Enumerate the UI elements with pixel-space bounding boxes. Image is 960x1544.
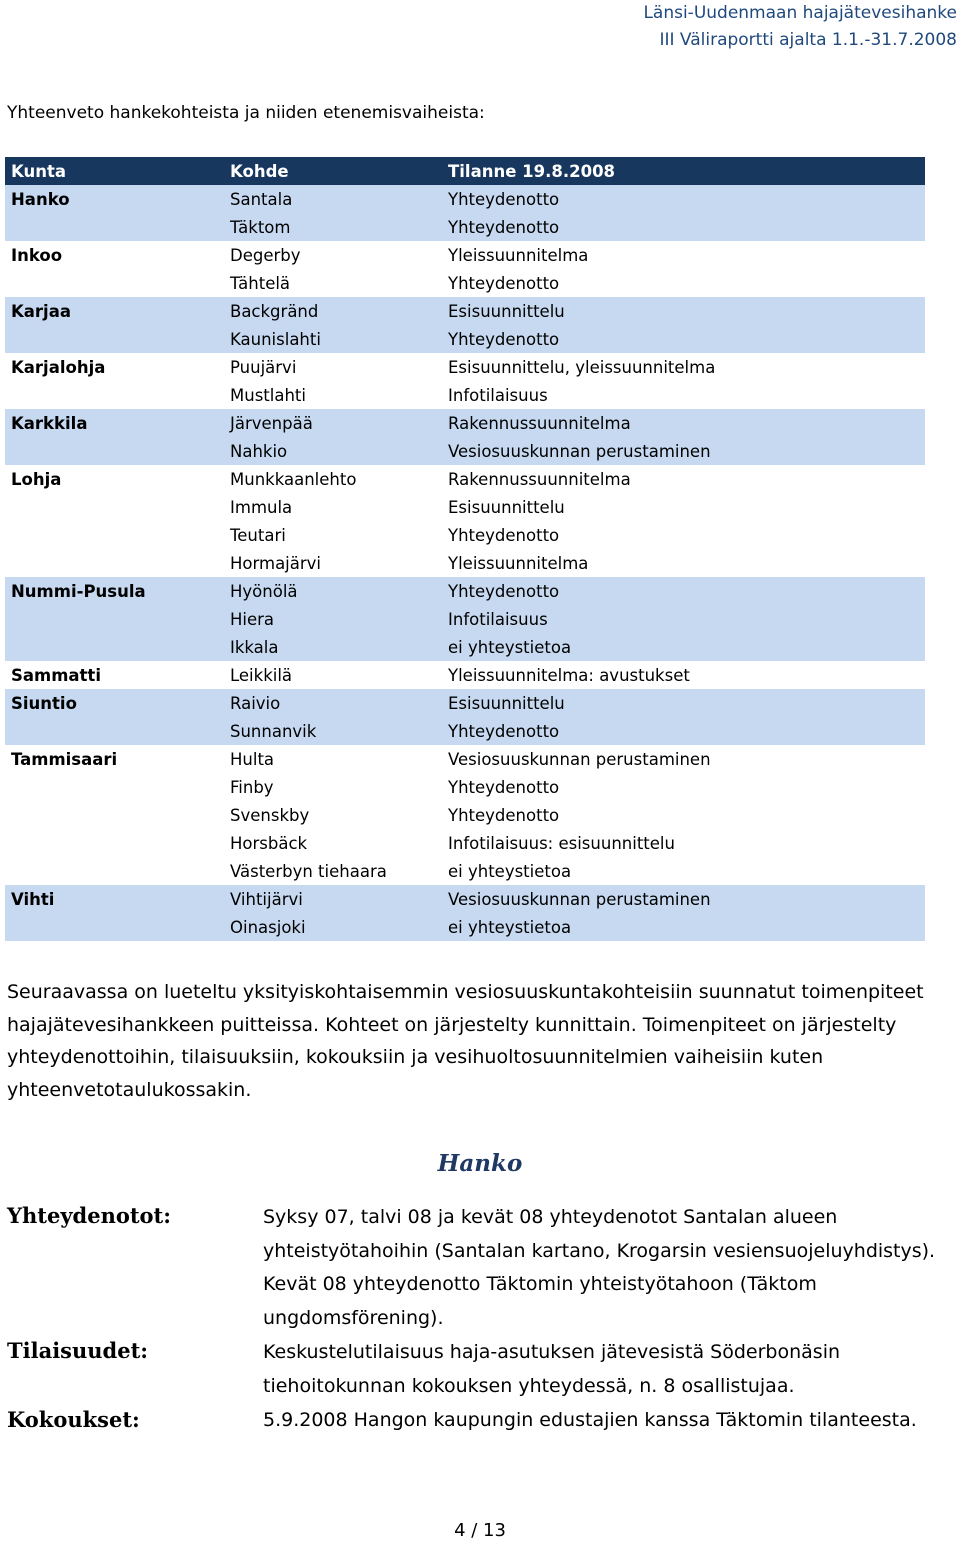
tilanne-cell: Vesiosuuskunnan perustaminen (448, 889, 711, 909)
kunta-cell (5, 605, 224, 633)
table-row (5, 549, 925, 577)
kunta-cell (5, 325, 224, 353)
kokoukset-label: Kokoukset: (7, 1407, 140, 1432)
kohde-cell: Svenskby (230, 805, 310, 825)
kohde-cell: Vihtijärvi (230, 889, 303, 909)
kohde-cell: Västerbyn tiehaara (230, 861, 387, 881)
tilanne-cell: Yhteydenotto (448, 581, 560, 601)
kunta-cell (5, 717, 224, 745)
tilanne-cell: Yhteydenotto (448, 777, 560, 797)
table-row (5, 773, 925, 801)
table-row (5, 185, 925, 213)
table-row (5, 913, 925, 941)
kohde-cell: Täktom (230, 217, 291, 237)
table-row (5, 213, 925, 241)
table-row (5, 633, 925, 661)
tilanne-cell: Yhteydenotto (448, 217, 560, 237)
tilanne-cell: Yleissuunnitelma (448, 245, 589, 265)
kunta-cell: Karjalohja (11, 357, 106, 377)
kunta-cell (5, 213, 224, 241)
kunta-cell (5, 801, 224, 829)
table-row (5, 297, 925, 325)
page-header (643, 0, 957, 54)
table-row (5, 353, 925, 381)
kohde-cell: Immula (230, 497, 293, 517)
kunta-cell: Vihti (11, 889, 55, 909)
table-row (5, 493, 925, 521)
kunta-cell: Tammisaari (11, 749, 118, 769)
kunta-cell (5, 829, 224, 857)
tilanne-cell: Infotilaisuus (448, 385, 548, 405)
tilanne-cell: Infotilaisuus: esisuunnittelu (448, 833, 675, 853)
kohde-cell: Raivio (230, 693, 281, 713)
kohde-cell: Horsbäck (230, 833, 308, 853)
tilanne-cell: ei yhteystietoa (448, 861, 572, 881)
kunta-cell (5, 857, 224, 885)
tilanne-cell: Esisuunnittelu (448, 693, 565, 713)
kohde-cell: Hyönölä (230, 581, 298, 601)
header-title: Länsi-Uudenmaan hajajätevesihanke (643, 3, 957, 23)
tilaisuudet-text: Keskustelutilaisuus haja-asutuksen jätevesistä Söderbonäsin tiehoitokunnan kokouksen yhteydessä, n. 8 osallistujaa. (263, 1341, 841, 1397)
tilanne-cell: Yleissuunnitelma (448, 553, 589, 573)
tilanne-cell: Yhteydenotto (448, 805, 560, 825)
tilanne-cell: Rakennussuunnitelma (448, 413, 631, 433)
kohde-cell: Santala (230, 189, 293, 209)
table-row (5, 269, 925, 297)
table-row (5, 829, 925, 857)
kohde-cell: Hormajärvi (230, 553, 322, 573)
yhteydenotot-text: Syksy 07, talvi 08 ja kevät 08 yhteydenotot Santalan alueen yhteistyötahoihin (Santalan kartano, Krogarsin vesiensuojeluyhdistys). Kevät 08 yhteydenotto Täktomin yhteistyötahoon (Täktom ungdomsförening). (263, 1206, 936, 1329)
tilanne-cell: ei yhteystietoa (448, 637, 572, 657)
tilanne-cell: Yhteydenotto (448, 189, 560, 209)
table-row (5, 857, 925, 885)
kokoukset-text: 5.9.2008 Hangon kaupungin edustajien kanssa Täktomin tilanteesta. (263, 1409, 917, 1431)
kohde-cell: Mustlahti (230, 385, 306, 405)
section-title: Hanko (437, 1150, 523, 1177)
table-row (5, 577, 925, 605)
table-row (5, 745, 925, 773)
column-header-kohde: Kohde (224, 157, 442, 185)
tilanne-cell: Yhteydenotto (448, 721, 560, 741)
intro-text: Yhteenveto hankekohteista ja niiden etenemisvaiheista: (7, 103, 485, 123)
kunta-cell (5, 521, 224, 549)
table-row (5, 325, 925, 353)
kohde-cell: Backgränd (230, 301, 319, 321)
header-subtitle: III Väliraportti ajalta 1.1.-31.7.2008 (659, 30, 957, 50)
kohde-cell: Hiera (230, 609, 275, 629)
kunta-cell (5, 549, 224, 577)
tilaisuudet-label: Tilaisuudet: (7, 1338, 149, 1363)
kohde-cell: Järvenpää (230, 413, 313, 433)
kohde-cell: Degerby (230, 245, 301, 265)
summary-paragraph: Seuraavassa on lueteltu yksityiskohtaisemmin vesiosuuskuntakohteisiin suunnatut toimenpiteet hajajätevesihankkeen puitteissa. Kohteet on järjestelty kunnittain. Toimenpiteet on järjestelty yhteydenottoihin, tilaisuuksiin, kokouksiin ja vesihuoltosuunnitelmien vaiheisiin kuten yhteenvetotaulukossakin. (7, 981, 924, 1101)
kohde-cell: Munkkaanlehto (230, 469, 357, 489)
table-row (5, 437, 925, 465)
kunta-cell: Inkoo (11, 245, 63, 265)
table-row (5, 409, 925, 437)
kunta-cell (5, 381, 224, 409)
table-row (5, 661, 925, 689)
table-body (5, 185, 925, 941)
kohde-cell: Oinasjoki (230, 917, 306, 937)
kunta-cell: Siuntio (11, 693, 77, 713)
kohde-cell: Kaunislahti (230, 329, 321, 349)
summary-table-container (5, 157, 925, 941)
kunta-cell (5, 437, 224, 465)
kunta-cell (5, 913, 224, 941)
tilanne-cell: ei yhteystietoa (448, 917, 572, 937)
kunta-cell: Nummi-Pusula (11, 581, 146, 601)
column-header-tilanne: Tilanne 19.8.2008 (442, 157, 925, 185)
kohde-cell: Puujärvi (230, 357, 297, 377)
table-row (5, 241, 925, 269)
kohde-cell: Sunnanvik (230, 721, 317, 741)
tilanne-cell: Rakennussuunnitelma (448, 469, 631, 489)
table-header-row (5, 157, 925, 185)
tilanne-cell: Esisuunnittelu, yleissuunnitelma (448, 357, 716, 377)
yhteydenotot-label: Yhteydenotot: (7, 1203, 172, 1228)
tilanne-cell: Esisuunnittelu (448, 301, 565, 321)
tilanne-cell: Esisuunnittelu (448, 497, 565, 517)
kunta-cell (5, 269, 224, 297)
tilanne-cell: Yhteydenotto (448, 329, 560, 349)
table-row (5, 381, 925, 409)
table-row (5, 689, 925, 717)
kohde-cell: Teutari (230, 525, 286, 545)
kunta-cell: Karkkila (11, 413, 88, 433)
kunta-cell (5, 773, 224, 801)
tilanne-cell: Yhteydenotto (448, 273, 560, 293)
kohde-cell: Tähtelä (230, 273, 291, 293)
kunta-cell: Sammatti (11, 665, 101, 685)
kohde-cell: Finby (230, 777, 274, 797)
table-row (5, 801, 925, 829)
tilanne-cell: Yhteydenotto (448, 525, 560, 545)
tilanne-cell: Vesiosuuskunnan perustaminen (448, 441, 711, 461)
column-header-kunta: Kunta (5, 157, 224, 185)
summary-table (5, 157, 925, 941)
kohde-cell: Nahkio (230, 441, 288, 461)
kohde-cell: Leikkilä (230, 665, 293, 685)
page-number: 4 / 13 (454, 1520, 506, 1541)
table-row (5, 521, 925, 549)
kunta-cell (5, 633, 224, 661)
kunta-cell: Hanko (11, 189, 70, 209)
table-row (5, 605, 925, 633)
table-row (5, 717, 925, 745)
tilanne-cell: Vesiosuuskunnan perustaminen (448, 749, 711, 769)
kunta-cell: Lohja (11, 469, 62, 489)
tilanne-cell: Infotilaisuus (448, 609, 548, 629)
kohde-cell: Hulta (230, 749, 275, 769)
tilanne-cell: Yleissuunnitelma: avustukset (448, 665, 690, 685)
kunta-cell: Karjaa (11, 301, 71, 321)
table-row (5, 465, 925, 493)
table-row (5, 885, 925, 913)
kunta-cell (5, 493, 224, 521)
kohde-cell: Ikkala (230, 637, 279, 657)
